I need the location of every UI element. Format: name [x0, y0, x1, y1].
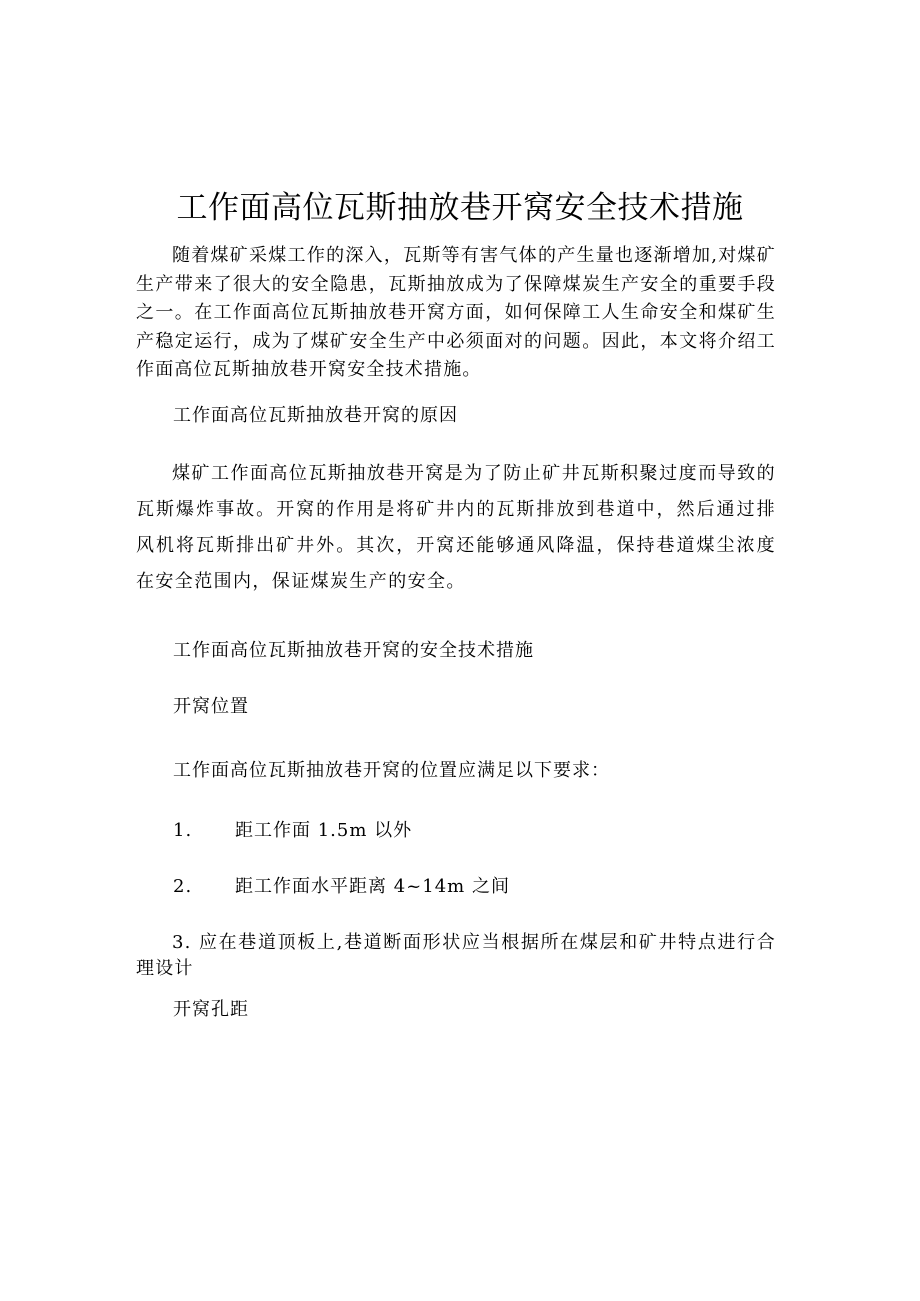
section-heading-cause: 工作面高位瓦斯抽放巷开窝的原因 [173, 405, 458, 426]
section-heading-measures: 工作面高位瓦斯抽放巷开窝的安全技术措施 [173, 640, 534, 661]
requirements-intro: 工作面高位瓦斯抽放巷开窝的位置应满足以下要求： [173, 760, 610, 781]
intro-paragraph: 随着煤矿采煤工作的深入，瓦斯等有害气体的产生量也逐渐增加,对煤矿生产带来了很大的安全隐患，瓦斯抽放成为了保障煤炭生产安全的重要手段之一。在工作面高位瓦斯抽放巷开窝方面，如何保障工人生命安全和煤矿生产稳定运行，成为了煤矿安全生产中必须面对的问题。因此，本文将介绍工作面高位瓦斯抽放巷开窝安全技术措施。 [136, 245, 776, 380]
list-item-text: 距工作面水平距离 4~14m 之间 [235, 876, 510, 897]
list-item [173, 817, 412, 845]
list-item-number: 3. [172, 932, 192, 953]
document-title: 工作面高位瓦斯抽放巷开窝安全技术措施 [176, 190, 744, 226]
list-item-text: 距工作面 1.5m 以外 [235, 820, 413, 841]
cause-paragraph: 煤矿工作面高位瓦斯抽放巷开窝是为了防止矿井瓦斯积聚过度而导致的瓦斯爆炸事故。开窝的作用是将矿井内的瓦斯排放到巷道中，然后通过排风机将瓦斯排出矿井外。其次，开窝还能够通风降温，保持巷道煤尘浓度在安全范围内，保证煤炭生产的安全。 [136, 463, 776, 592]
list-item-number: 1. [173, 820, 193, 841]
subsection-heading-position: 开窝位置 [173, 696, 249, 717]
list-item [173, 873, 510, 901]
subsection-heading-spacing: 开窝孔距 [173, 999, 249, 1020]
list-item-number: 2. [173, 876, 193, 897]
list-item [136, 930, 776, 982]
list-item-text: 应在巷道顶板上,巷道断面形状应当根据所在煤层和矿井特点进行合理设计 [136, 932, 777, 979]
